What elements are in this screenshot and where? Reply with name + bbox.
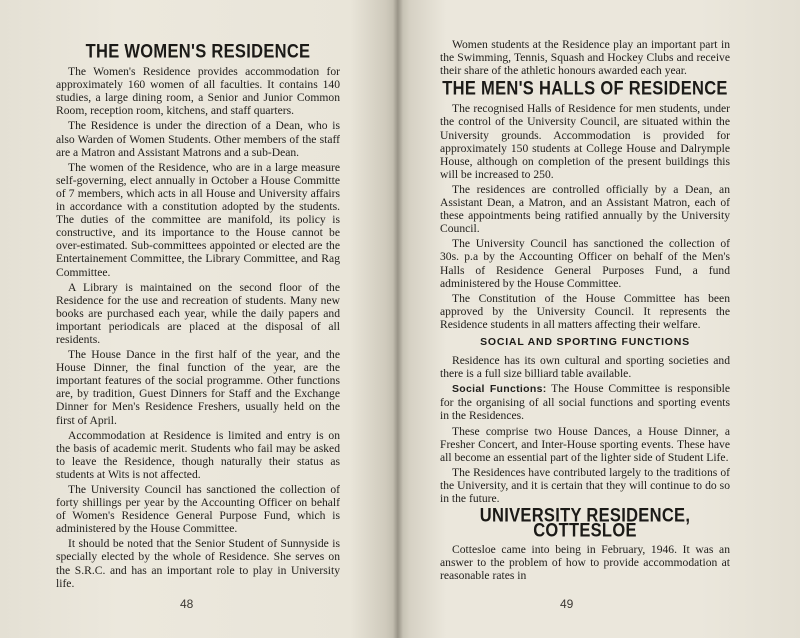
right-page-column bbox=[440, 38, 730, 585]
paragraph: The University Council has sanctioned the collection of 30s. p.a by the Accounting Officer on behalf of the Men's Halls of Residence General Purposes Fund, a fund administered by the House Committee. bbox=[440, 237, 730, 290]
paragraph: A Library is maintained on the second floor of the Residence for the use and recreation of students. Many new books are purchased each year, while the daily papers and important periodicals are placed at the disposal of all residents. bbox=[56, 280, 340, 346]
paragraph: These comprise two House Dances, a House Dinner, a Fresher Concert, and Inter-House sporting events. These have all become an essential part of the lighter side of Student Life. bbox=[440, 424, 730, 464]
paragraph: The Residence is under the direction of a Dean, who is also Warden of Women Students. Other members of the staff are a Matron and Assistant Matrons and a sub-Dean. bbox=[56, 119, 340, 159]
paragraph: The Residences have contributed largely to the traditions of the University, and it is certain that they will continue to do so in the future. bbox=[440, 465, 730, 505]
page-number-right: 49 bbox=[560, 597, 574, 611]
left-page-column bbox=[56, 40, 340, 592]
book-gutter bbox=[393, 0, 403, 638]
paragraph: The University Council has sanctioned the collection of forty shillings per year by the Accounting Officer on behalf of Women's Residence General Purpose Fund, which is administered by the House Committee. bbox=[56, 483, 340, 536]
paragraph-text: The House Committee is responsible for the organising of all social functions and sporting events in the Residences. bbox=[440, 382, 730, 423]
mens-halls-heading: THE MEN'S HALLS OF RESIDENCE bbox=[442, 78, 728, 100]
paragraph: Accommodation at Residence is limited and entry is on the basis of academic merit. Students who fail may be asked to leave the Residence, though naturally their status as students at Wits is not affected. bbox=[56, 428, 340, 481]
paragraph: It should be noted that the Senior Student of Sunnyside is specially elected by the whole of Residence. She serves on the S.R.C. and has an important role to play in University life. bbox=[56, 537, 340, 590]
right-page bbox=[398, 0, 800, 638]
cottesloe-heading: UNIVERSITY RESIDENCE, COTTESLOE bbox=[479, 505, 691, 542]
womens-residence-heading: THE WOMEN'S RESIDENCE bbox=[85, 41, 311, 63]
social-functions-lead: Social Functions: bbox=[452, 383, 547, 396]
paragraph: The women of the Residence, who are in a large measure self-governing, elect annually in October a House Committe of 7 members, which acts in all House and University affairs in accordance with a constitution adopted by the students. The duties of the committee are manifold, its policy is constructive, and its importance to the House cannot be over-estimated. Sub-committees appointed or elected are the Entertainement Committee, the Library Committee, and Rag Committee. bbox=[56, 160, 340, 279]
paragraph: The residences are controlled officially by a Dean, an Assistant Dean, a Matron, and an Assistant Matron, each of these appointments being ratified annually by the University Council. bbox=[440, 182, 730, 236]
paragraph: The Constitution of the House Committee has been approved by the University Council. It represents the Residence students in all matters affecting their welfare. bbox=[440, 291, 730, 331]
paragraph: Cottesloe came into being in February, 1946. It was an answer to the problem of how to provide accommodation at reasonable rates in bbox=[440, 543, 730, 583]
paragraph bbox=[440, 382, 730, 422]
paragraph: The Women's Residence provides accommodation for approximately 160 women of all faculties. It contains 140 studies, a large dining room, a Senior and Junior Common Room, reception room, kitchens, and staff quarters. bbox=[56, 65, 340, 118]
left-page bbox=[0, 0, 398, 638]
paragraph: Residence has its own cultural and sporting societies and there is a full size billiard table available. bbox=[440, 354, 730, 381]
social-sporting-subheading: SOCIAL AND SPORTING FUNCTIONS bbox=[480, 335, 690, 348]
paragraph: The recognised Halls of Residence for men students, under the control of the University Council, are situated within the University grounds. Accommodation is provided for approximately 150 students at College House and Dalrymple House, although on completion of the present buildings this will be increased to 250. bbox=[440, 102, 730, 181]
paragraph: Women students at the Residence play an important part in the Swimming, Tennis, Squash and Hockey Clubs and receive their share of the athletic honours awarded each year. bbox=[440, 38, 730, 78]
page-number-left: 48 bbox=[180, 597, 194, 611]
paragraph: The House Dance in the first half of the year, and the House Dinner, the final function of the year, are the important features of the social programme. Other functions are, by tradition, Guest Dinners for Staff and the Exchange Dinner for Men's Residence Freshers, usually held on the first of April. bbox=[56, 348, 340, 427]
